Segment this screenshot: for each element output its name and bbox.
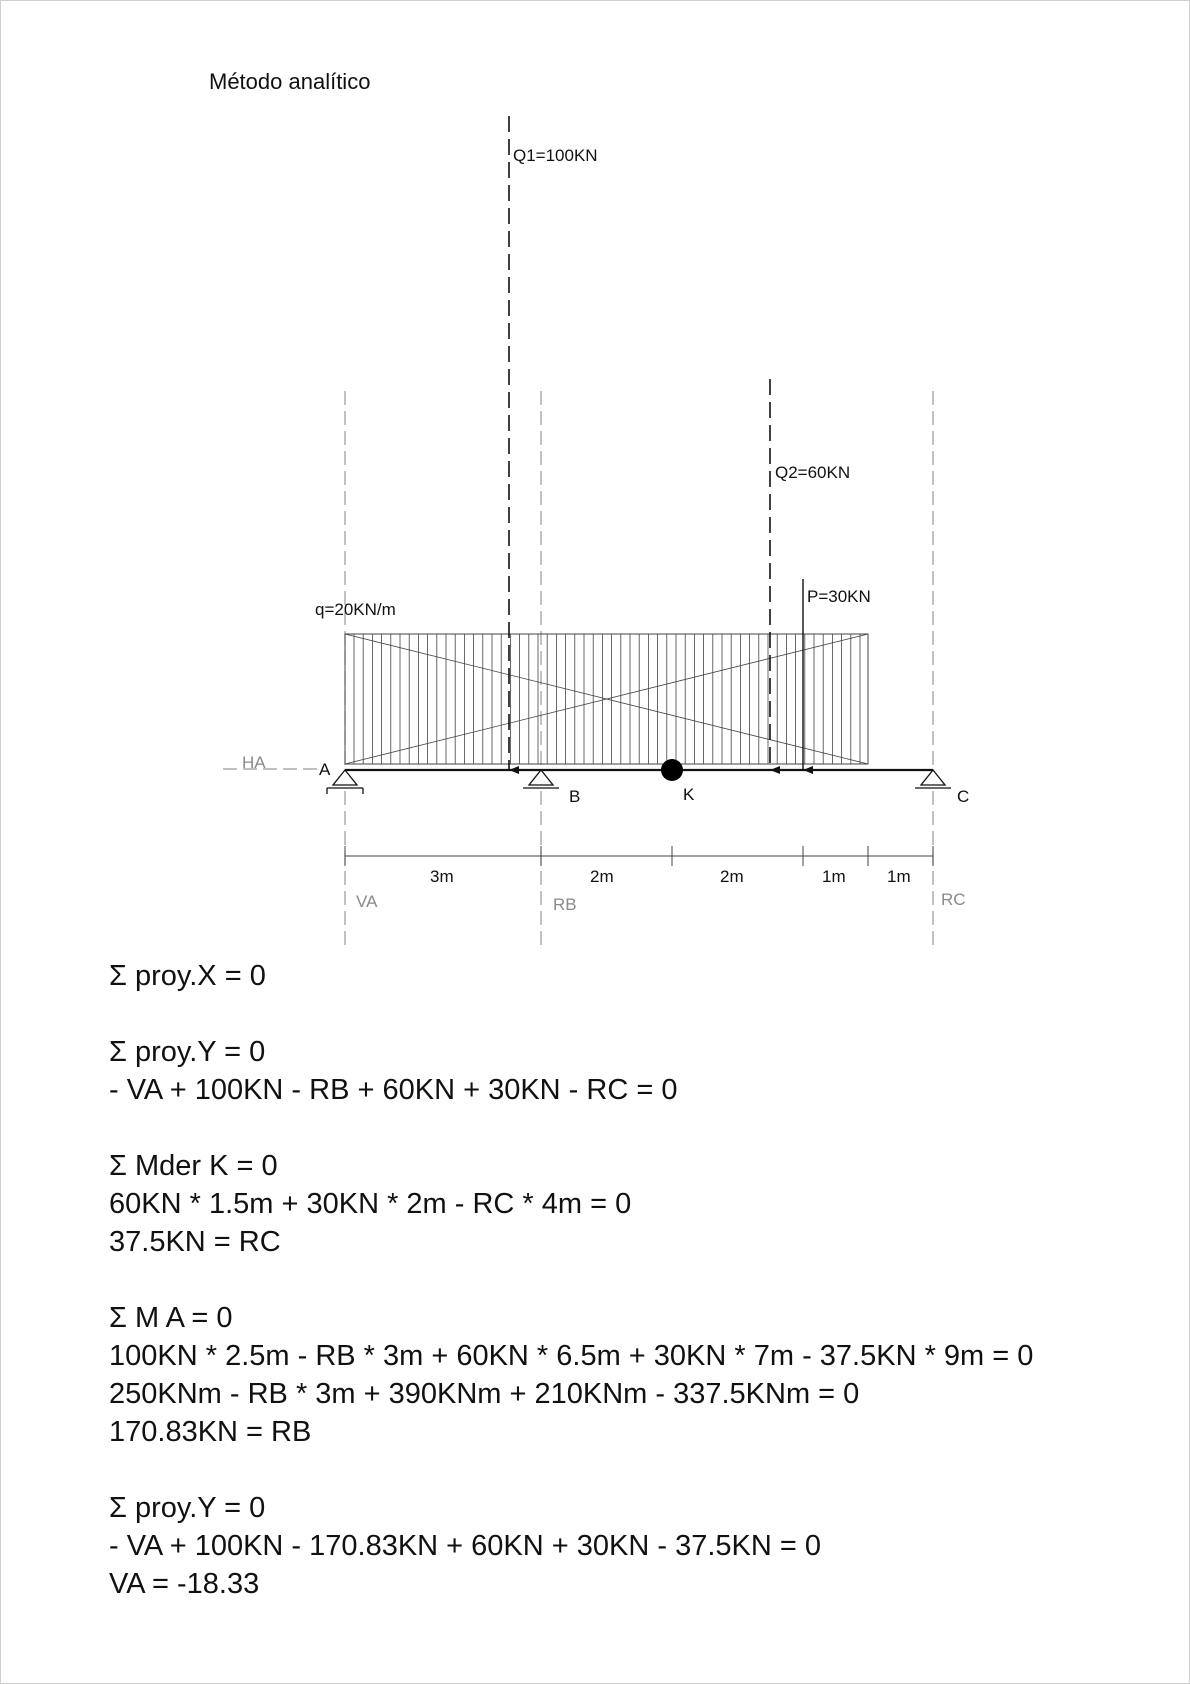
ha-label: HA: [242, 753, 266, 772]
support-a: [327, 770, 363, 794]
equation-line: - VA + 100KN - RB + 60KN + 30KN - RC = 0: [109, 1074, 678, 1106]
p-label: P=30KN: [807, 587, 871, 606]
rc-label: RC: [941, 890, 966, 909]
span-label: 2m: [590, 867, 614, 886]
equation-block: [109, 1489, 1033, 1603]
rb-label: RB: [553, 895, 577, 914]
node-k-label: K: [683, 785, 695, 804]
equation-block: [109, 957, 1033, 995]
equation-line: Σ proy.X = 0: [109, 960, 266, 992]
equation-line: 37.5KN = RC: [109, 1226, 281, 1258]
equation-line: - VA + 100KN - 170.83KN + 60KN + 30KN - 37.5KN = 0: [109, 1530, 821, 1562]
beam-diagram: [1, 1, 1190, 961]
node-a-label: A: [319, 760, 331, 779]
equation-line: 100KN * 2.5m - RB * 3m + 60KN * 6.5m + 30KN * 7m - 37.5KN * 9m = 0: [109, 1340, 1034, 1372]
equation-line: Σ proy.Y = 0: [109, 1492, 266, 1524]
page-title: Método analítico: [209, 69, 371, 94]
equation-block: [109, 1033, 1033, 1109]
q1-label: Q1=100KN: [513, 146, 598, 165]
node-b-label: B: [569, 787, 581, 806]
span-label: 3m: [430, 867, 454, 886]
equation-line: Σ Mder K = 0: [109, 1150, 278, 1182]
equation-line: 60KN * 1.5m + 30KN * 2m - RC * 4m = 0: [109, 1188, 632, 1220]
equation-line: 170.83KN = RB: [109, 1416, 312, 1448]
equation-line: VA = -18.33: [109, 1568, 260, 1600]
hinge-k: [661, 759, 683, 781]
equation-block: [109, 1299, 1033, 1451]
distributed-load: [345, 634, 868, 764]
q2-label: Q2=60KN: [775, 463, 851, 482]
va-label: VA: [356, 892, 378, 911]
node-c-label: C: [957, 787, 970, 806]
dimension-line: [345, 846, 933, 866]
span-label: 1m: [822, 867, 846, 886]
span-label: 1m: [887, 867, 911, 886]
equations: [109, 957, 1033, 1641]
equation-line: 250KNm - RB * 3m + 390KNm + 210KNm - 337.5KNm = 0: [109, 1378, 860, 1410]
support-b: [523, 770, 559, 788]
equation-line: Σ proy.Y = 0: [109, 1036, 266, 1068]
q-label: q=20KN/m: [315, 600, 396, 619]
support-c: [915, 770, 951, 788]
equation-line: Σ M A = 0: [109, 1302, 233, 1334]
equation-block: [109, 1147, 1033, 1261]
span-label: 2m: [720, 867, 744, 886]
